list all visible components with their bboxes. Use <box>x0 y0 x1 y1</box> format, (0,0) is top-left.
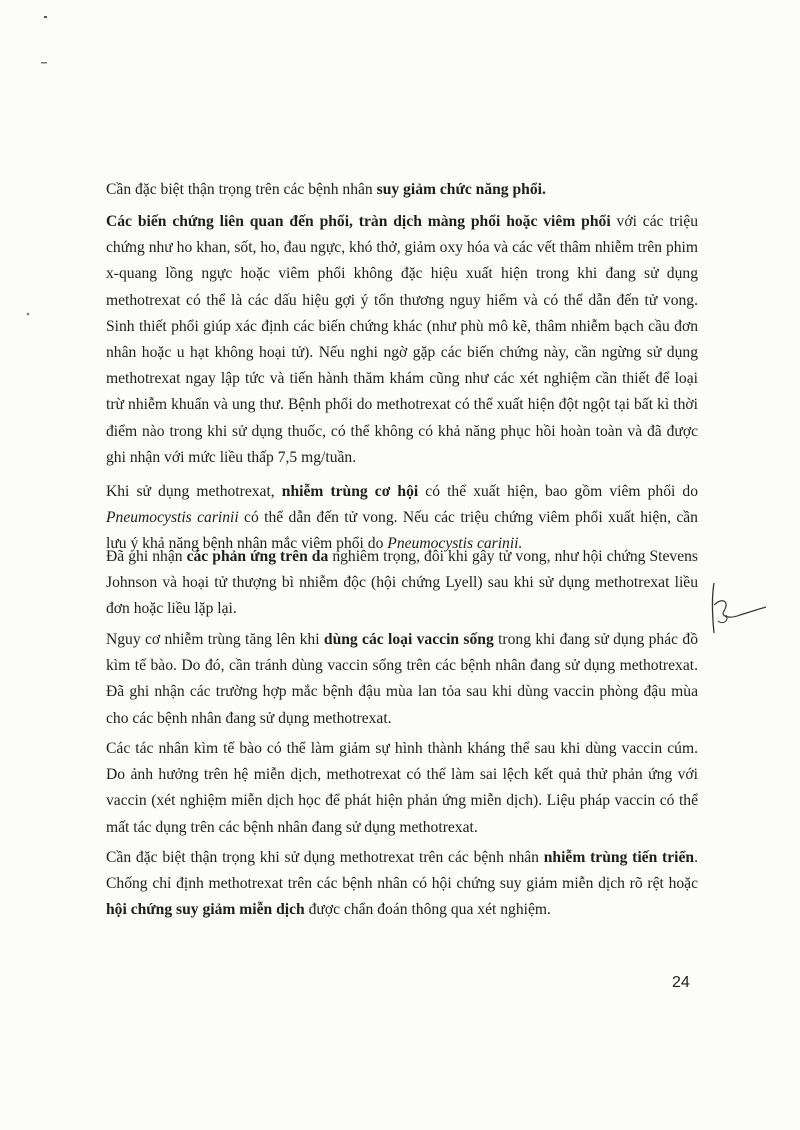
text-segment: Nguy cơ nhiễm trùng tăng lên khi <box>106 631 324 648</box>
text-segment: Pneumocystis carinii. <box>387 535 523 553</box>
paragraph-progressive-infections <box>106 845 698 924</box>
paragraph-influenza-vaccine <box>106 736 698 841</box>
paragraph-lung-caution <box>106 177 698 203</box>
text-segment: Các tác nhân kìm tế bào có thể làm giảm sự hình thành kháng thể sau khi dùng vaccin cúm. Do ảnh hưởng trên hệ miễn dịch, methotrexat có thể làm sai lệch kết quả thử phản ứng với vaccin (xét nghiệm miễn dịch học để phát hiện phản ứng miễn dịch). Liệu pháp vaccin có thể mất tác dụng trên các bệnh nhân đang sử dụng methotrexat. <box>106 740 698 836</box>
text-segment: có thể dẫn đến tử vong. Nếu các triệu chứng viêm phổi xuất hiện, cần lưu ý khả năng bệnh nhân mắc viêm phổi do <box>106 509 698 553</box>
text-segment: các phản ứng trên da <box>186 548 329 565</box>
scan-speck-top-left <box>40 10 54 70</box>
signature-mark <box>700 575 780 645</box>
text-segment: Pneumocystis carinii <box>106 509 239 527</box>
scan-speck-left-margin <box>24 310 32 318</box>
paragraph-skin-reactions <box>106 544 698 623</box>
text-segment: với các triệu chứng như ho khan, sốt, ho, đau ngực, khó thở, giảm oxy hóa và các vết thâm nhiễm trên phim x-quang lồng ngực hoặc viêm phổi không đặc hiệu xuất hiện trong khi đang sử dụng methotrexat có thể là các dấu hiệu gợi ý tổn thương nguy hiểm và có thể dẫn đến tử vong. Sinh thiết phổi giúp xác định các biến chứng khác (như phù mô kẽ, thâm nhiễm bạch cầu đơn nhân hoặc u hạt không hoại tử). Nếu nghi ngờ gặp các biến chứng này, cần ngừng sử dụng methotrexat ngay lập tức và tiến hành thăm khám cũng như các xét nghiệm cần thiết để loại trừ nhiễm khuẩn và ung thư. Bệnh phổi do methotrexat có thể xuất hiện đột ngột tại bất kì thời điểm nào trong khi sử dụng thuốc, có thể không có khả năng phục hồi hoàn toàn và đã được ghi nhận với mức liều thấp 7,5 mg/tuần. <box>106 213 698 466</box>
text-segment: . Chống chỉ định methotrexat trên các bệnh nhân có hội chứng suy giảm miễn dịch rõ rệt hoặc <box>106 849 698 893</box>
paragraph-live-vaccines <box>106 627 698 732</box>
text-segment: dùng các loại vaccin sống <box>323 631 494 648</box>
text-segment: Cần đặc biệt thận trọng khi sử dụng methotrexat trên các bệnh nhân <box>106 849 544 866</box>
text-segment: nghiêm trọng, đôi khi gây tử vong, như hội chứng Stevens Johnson và hoại tử thượng bì nhiễm độc (hội chứng Lyell) sau khi sử dụng methotrexat liều đơn hoặc liều lặp lại. <box>106 548 698 618</box>
text-segment: trong khi đang sử dụng phác đồ kìm tế bào. Do đó, cần tránh dùng vaccin sống trên các bệnh nhân đang sử dụng methotrexat. Đã ghi nhận các trường hợp mắc bệnh đậu mùa lan tỏa sau khi dùng vaccin phòng đậu mùa cho các bệnh nhân đang sử dụng methotrexat. <box>106 631 698 727</box>
text-segment: Các biến chứng liên quan đến phổi, tràn dịch màng phổi hoặc viêm phổi <box>106 213 611 230</box>
page-number: 24 <box>672 974 690 991</box>
text-segment: nhiễm trùng tiến triển <box>543 849 695 866</box>
text-segment: Khi sử dụng methotrexat, <box>106 483 282 500</box>
text-segment: hội chứng suy giảm miễn dịch <box>106 901 305 919</box>
text-segment: suy giảm chức năng phổi. <box>376 181 546 198</box>
text-segment: nhiễm trùng cơ hội <box>281 483 419 500</box>
text-segment: Đã ghi nhận <box>106 548 187 565</box>
text-segment: được chẩn đoán thông qua xét nghiệm. <box>304 901 551 919</box>
paragraph-pulmonary-complications <box>106 209 698 471</box>
text-segment: có thể xuất hiện, bao gồm viêm phổi do <box>418 483 698 500</box>
text-segment: Cần đặc biệt thận trọng trên các bệnh nhân <box>106 181 377 198</box>
